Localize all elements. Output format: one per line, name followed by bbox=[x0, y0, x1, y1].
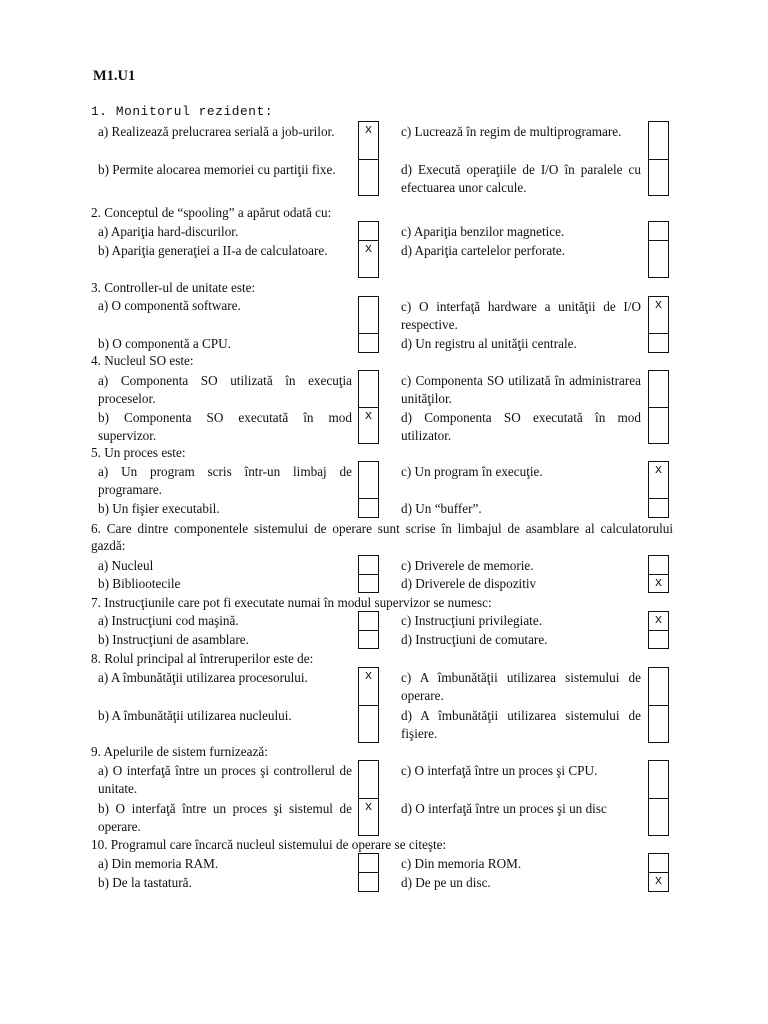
question-9-answer-box-d[interactable] bbox=[648, 798, 669, 836]
question-3-title: 3. Controller-ul de unitate este: bbox=[91, 280, 256, 295]
question-8-title: 8. Rolul principal al întreruperilor este de: bbox=[91, 651, 314, 666]
question-8-option-b: b) A îmbunătăţii utilizarea nucleului. bbox=[98, 708, 292, 723]
question-6-answer-box-a[interactable] bbox=[358, 555, 379, 575]
question-5-option-c: c) Un program în execuţie. bbox=[401, 464, 543, 479]
question-5-title: 5. Un proces este: bbox=[91, 445, 186, 460]
question-1-option-a: a) Realizează prelucrarea serială a job-urilor. bbox=[98, 124, 335, 139]
question-6-title: 6. Care dintre componentele sistemului de operare sunt scrise în limbajul de asamblare al calculatorului gazdă: bbox=[91, 521, 673, 553]
question-4-option-b: b) Componenta SO executată în mod supervizor. bbox=[98, 410, 352, 443]
question-6-option-c: c) Driverele de memorie. bbox=[401, 558, 534, 573]
question-10-answer-box-a[interactable] bbox=[358, 853, 379, 873]
question-1-answer-box-a[interactable]: x bbox=[358, 121, 379, 160]
question-10-option-c: c) Din memoria ROM. bbox=[401, 856, 522, 871]
question-3-option-c: c) O interfaţă hardware a unităţii de I/O respective. bbox=[401, 299, 641, 332]
question-9-option-b: b) O interfaţă între un proces şi sistemul de operare. bbox=[98, 801, 352, 834]
question-4-answer-box-c[interactable] bbox=[648, 370, 669, 408]
question-7-option-d: d) Instrucţiuni de comutare. bbox=[401, 632, 548, 647]
question-5-option-b: b) Un fişier executabil. bbox=[98, 501, 220, 516]
question-1-answer-box-b[interactable] bbox=[358, 159, 379, 196]
question-10-title: 10. Programul care încarcă nucleul sistemului de operare se citeşte: bbox=[91, 837, 447, 852]
question-6-option-d: d) Driverele de dispozitiv bbox=[401, 576, 537, 591]
question-2-answer-box-a[interactable] bbox=[358, 221, 379, 241]
question-3-answer-box-a[interactable] bbox=[358, 296, 379, 334]
question-6-answer-box-b[interactable] bbox=[358, 574, 379, 593]
question-8-option-a: a) A îmbunătăţii utilizarea procesorului. bbox=[98, 670, 308, 685]
question-7-option-b: b) Instrucţiuni de asamblare. bbox=[98, 632, 249, 647]
question-5-answer-box-c[interactable]: x bbox=[648, 461, 669, 499]
question-5-answer-box-a[interactable] bbox=[358, 461, 379, 499]
question-1-option-d: d) Execută operaţiile de I/O în paralele cu efectuarea unor calcule. bbox=[401, 162, 641, 195]
question-2-option-a: a) Apariţia hard-discurilor. bbox=[98, 224, 239, 239]
document-title: M1.U1 bbox=[93, 68, 136, 84]
question-10-answer-box-b[interactable] bbox=[358, 872, 379, 892]
question-1-answer-box-c[interactable] bbox=[648, 121, 669, 160]
question-5-option-d: d) Un “buffer”. bbox=[401, 501, 482, 516]
question-9-title: 9. Apelurile de sistem furnizează: bbox=[91, 744, 268, 759]
question-6-option-b: b) Bibliootecile bbox=[98, 576, 181, 591]
question-6-answer-box-c[interactable] bbox=[648, 555, 669, 575]
question-9-option-c: c) O interfaţă între un proces şi CPU. bbox=[401, 763, 598, 778]
question-7-answer-box-b[interactable] bbox=[358, 630, 379, 649]
question-1-title: 1. Monitorul rezident: bbox=[91, 104, 274, 119]
question-5-answer-box-b[interactable] bbox=[358, 498, 379, 518]
question-1-answer-box-d[interactable] bbox=[648, 159, 669, 196]
question-7-option-c: c) Instrucţiuni privilegiate. bbox=[401, 613, 542, 628]
question-5-answer-box-d[interactable] bbox=[648, 498, 669, 518]
question-4-answer-box-b[interactable]: x bbox=[358, 407, 379, 444]
question-10-option-a: a) Din memoria RAM. bbox=[98, 856, 219, 871]
question-1-option-c: c) Lucrează în regim de multiprogramare. bbox=[401, 124, 622, 139]
question-8-option-c: c) A îmbunătăţii utilizarea sistemului de operare. bbox=[401, 670, 641, 703]
question-8-answer-box-d[interactable] bbox=[648, 705, 669, 743]
question-9-answer-box-a[interactable] bbox=[358, 760, 379, 799]
question-9-answer-box-b[interactable]: x bbox=[358, 798, 379, 836]
question-7-title: 7. Instrucţiunile care pot fi executate numai în modul supervizor se numesc: bbox=[91, 595, 492, 610]
question-8-option-d: d) A îmbunătăţii utilizarea sistemului de fişiere. bbox=[401, 708, 641, 741]
question-2-option-d: d) Apariţia cartelelor perforate. bbox=[401, 243, 566, 258]
question-10-option-b: b) De la tastatură. bbox=[98, 875, 192, 890]
question-2-answer-box-c[interactable] bbox=[648, 221, 669, 241]
question-2-answer-box-d[interactable] bbox=[648, 240, 669, 278]
question-4-option-a: a) Componenta SO utilizată în execuţia proceselor. bbox=[98, 373, 352, 406]
question-7-answer-box-d[interactable] bbox=[648, 630, 669, 649]
question-10-answer-box-d[interactable]: x bbox=[648, 872, 669, 892]
question-10-answer-box-c[interactable] bbox=[648, 853, 669, 873]
question-3-answer-box-d[interactable] bbox=[648, 333, 669, 353]
question-4-answer-box-d[interactable] bbox=[648, 407, 669, 444]
question-9-answer-box-c[interactable] bbox=[648, 760, 669, 799]
question-2-title: 2. Conceptul de “spooling” a apărut odată cu: bbox=[91, 205, 332, 220]
question-2-option-b: b) Apariţia generaţiei a II-a de calculatoare. bbox=[98, 243, 328, 258]
question-3-answer-box-c[interactable]: x bbox=[648, 296, 669, 334]
question-6-option-a: a) Nucleul bbox=[98, 558, 154, 573]
question-9-option-a: a) O interfaţă între un proces şi controllerul de unitate. bbox=[98, 763, 352, 796]
question-10-option-d: d) De pe un disc. bbox=[401, 875, 491, 890]
question-8-answer-box-b[interactable] bbox=[358, 705, 379, 743]
question-7-option-a: a) Instrucţiuni cod maşină. bbox=[98, 613, 239, 628]
question-8-answer-box-c[interactable] bbox=[648, 667, 669, 706]
question-7-answer-box-c[interactable]: x bbox=[648, 611, 669, 631]
question-2-answer-box-b[interactable]: x bbox=[358, 240, 379, 278]
question-4-option-d: d) Componenta SO executată în mod utilizator. bbox=[401, 410, 641, 443]
question-5-option-a: a) Un program scris într-un limbaj de programare. bbox=[98, 464, 352, 497]
question-4-title: 4. Nucleul SO este: bbox=[91, 353, 194, 368]
question-7-answer-box-a[interactable] bbox=[358, 611, 379, 631]
question-6-answer-box-d[interactable]: x bbox=[648, 574, 669, 593]
question-4-option-c: c) Componenta SO utilizată în administrarea unităţilor. bbox=[401, 373, 641, 406]
question-3-option-a: a) O componentă software. bbox=[98, 298, 241, 313]
question-8-answer-box-a[interactable]: x bbox=[358, 667, 379, 706]
question-4-answer-box-a[interactable] bbox=[358, 370, 379, 408]
question-2-option-c: c) Apariţia benzilor magnetice. bbox=[401, 224, 565, 239]
question-3-option-b: b) O componentă a CPU. bbox=[98, 336, 231, 351]
question-3-option-d: d) Un registru al unităţii centrale. bbox=[401, 336, 577, 351]
question-1-option-b: b) Permite alocarea memoriei cu partiţii fixe. bbox=[98, 162, 336, 177]
question-9-option-d: d) O interfaţă între un proces şi un disc bbox=[401, 801, 607, 816]
question-3-answer-box-b[interactable] bbox=[358, 333, 379, 353]
